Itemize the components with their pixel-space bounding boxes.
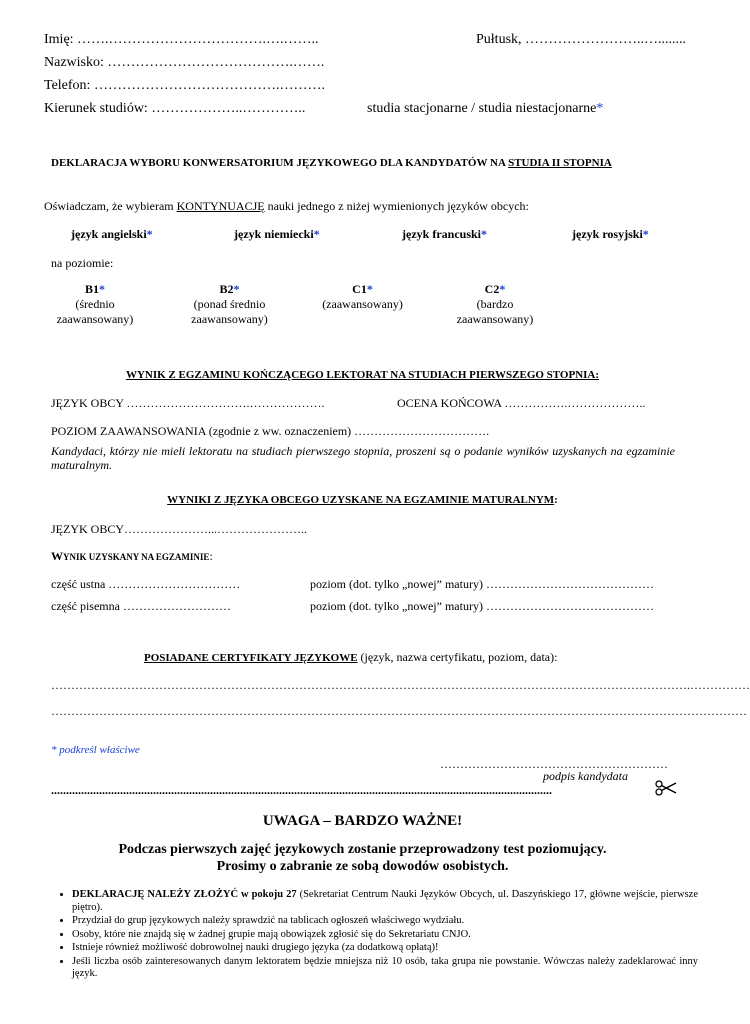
lektorat-grade: OCENA KOŃCOWA …………….………………..	[397, 396, 646, 410]
note-text: (Sekretariat Centrum Nauki Języków Obcych, ul. Daszyńskiego 17, główne wejście, pierwsze piętro).	[72, 889, 698, 913]
note-bold: DEKLARACJĘ NALEŻY ZŁOŻYĆ w pokoju 27	[72, 889, 297, 900]
oral-part: część ustna ……………………………	[51, 577, 241, 591]
level-intro: na poziomie:	[51, 256, 114, 270]
signature-line: …………………………………………………	[440, 757, 668, 771]
certificates-title-rest: (język, nazwa certyfikatu, poziom, data):	[357, 650, 558, 664]
matura-title-text: WYNIKI Z JĘZYKA OBCEGO UZYSKANE NA EGZAMINIE MATURALNYM	[167, 494, 555, 506]
notes-list	[50, 889, 698, 982]
level-desc: (zaawansowany)	[322, 297, 403, 311]
study-mode-label: studia stacjonarne / studia niestacjonarne	[367, 101, 597, 116]
language-label: język francuski	[402, 227, 481, 241]
language-english	[71, 227, 153, 242]
level-code: B2	[219, 282, 234, 296]
level-code: C2	[484, 282, 500, 296]
level-desc: (bardzo zaawansowany)	[456, 297, 534, 326]
matura-title-colon: :	[554, 494, 558, 506]
underline-note: * podkreśl właściwe	[51, 744, 140, 756]
certificates-title	[144, 650, 557, 665]
list-item	[72, 956, 698, 981]
level-desc: (średnio zaawansowany)	[56, 297, 134, 326]
asterisk: *	[233, 282, 240, 296]
note-text: Istnieje również możliwość dobrowolnej nauki drugiego języka (za dodatkową opłatą)!	[72, 942, 439, 953]
written-part: część pisemna ………………………	[51, 599, 231, 613]
matura-language: JĘZYK OBCY…………………...…………………..	[51, 522, 308, 536]
asterisk: *	[313, 227, 320, 241]
level-c2	[440, 282, 550, 327]
list-item	[72, 915, 698, 928]
warning-title: UWAGA – BARDZO WAŻNE!	[262, 813, 463, 829]
level-desc: (ponad średnio zaawansowany)	[191, 297, 268, 326]
asterisk: *	[642, 227, 649, 241]
certificates-line-1: …………………………………………………………………………………………………………………………………………….……………	[51, 678, 750, 692]
asterisk: *	[366, 282, 373, 296]
note-text: Przydział do grup językowych należy sprawdzić na tablicach ogłoszeń właściwego wydziału.	[72, 915, 465, 926]
certificates-line-2: …………………………………………………………………………………………………………………………………………………………	[51, 704, 747, 718]
cut-line: .......................................................................................................................................................................	[51, 783, 552, 797]
declaration-title-underlined: STUDIA II STOPNIA	[508, 157, 612, 169]
lektorat-note: Kandydaci, którzy nie mieli lektoratu na studiach pierwszego stopnia, proszeni są o podanie wyników uzyskanych na egzaminie maturalnym.	[51, 444, 675, 472]
level-b2	[172, 282, 287, 327]
language-label: język angielski	[71, 227, 147, 241]
warning-line-2: Prosimy o zabranie ze sobą dowodów osobistych.	[216, 859, 509, 874]
statement-underlined: KONTYNUACJĘ	[176, 199, 265, 213]
signature-label: podpis kandydata	[543, 769, 628, 783]
asterisk: *	[146, 227, 153, 241]
language-russian	[572, 227, 649, 242]
level-code: B1	[84, 282, 99, 296]
language-french	[402, 227, 487, 242]
warning-line-1: Podczas pierwszych zajęć językowych zostanie przeprowadzony test poziomujący.	[118, 842, 607, 857]
asterisk: *	[499, 282, 506, 296]
matura-result-label	[51, 549, 213, 564]
lektorat-title: WYNIK Z EGZAMINU KOŃCZĄCEGO LEKTORAT NA STUDIACH PIERWSZEGO STOPNIA:	[125, 369, 600, 381]
statement-text-end: nauki jednego z niżej wymienionych języków obcych:	[264, 199, 529, 213]
surname-field: Nazwisko: ………………………………….…….	[44, 55, 325, 70]
list-item	[72, 889, 698, 914]
field-of-study: Kierunek studiów: ………………..…………..	[44, 101, 306, 116]
scissors-icon	[655, 780, 677, 796]
lektorat-language: JĘZYK OBCY ………………………….……………….	[51, 396, 325, 410]
name-field: Imię: …….…………………………….….……..	[44, 32, 319, 47]
certificates-title-text: POSIADANE CERTYFIKATY JĘZYKOWE	[144, 652, 358, 664]
asterisk: *	[481, 227, 487, 241]
phone-field: Telefon: ………………………………….……….	[44, 78, 325, 93]
oral-level: poziom (dot. tylko „nowej” matury) ……………………………………	[310, 577, 654, 591]
level-c1	[305, 282, 420, 312]
lektorat-level: POZIOM ZAAWANSOWANIA (zgodnie z ww. oznaczeniem) …………………………….	[51, 424, 490, 438]
colon: :	[209, 549, 213, 563]
level-code: C1	[352, 282, 367, 296]
list-item	[72, 929, 698, 942]
note-text: Jeśli liczba osób zainteresowanych danym lektoratem będzie mniejsza niż 10 osób, taka grupa nie powstanie. Wówczas należy zadeklarować inny język.	[72, 955, 698, 979]
written-level: poziom (dot. tylko „nowej” matury) ……………………………………	[310, 599, 654, 613]
declaration-title-main: DEKLARACJA WYBORU KONWERSATORIUM JĘZYKOWEGO DLA KANDYDATÓW NA	[51, 157, 509, 169]
small-caps-first: W	[51, 549, 63, 563]
place-date-field: Pułtusk, ……………………..…........	[476, 32, 687, 47]
asterisk: *	[596, 101, 604, 116]
language-german	[234, 227, 320, 242]
list-item	[72, 942, 698, 955]
note-text: Osoby, które nie znajdą się w żadnej grupie mają obowiązek zgłosić się do Sekretariatu CNJO.	[72, 928, 471, 940]
matura-title	[0, 494, 725, 506]
declaration-statement	[44, 199, 529, 214]
declaration-title	[51, 157, 612, 169]
level-b1	[40, 282, 150, 327]
study-mode	[367, 101, 603, 117]
language-label: język rosyjski	[572, 227, 643, 241]
small-caps-rest: YNIK UZYSKANY NA EGZAMINIE	[63, 552, 210, 562]
statement-text: Oświadczam, że wybieram	[44, 199, 177, 213]
language-label: język niemiecki	[234, 227, 314, 241]
asterisk: *	[99, 282, 105, 296]
